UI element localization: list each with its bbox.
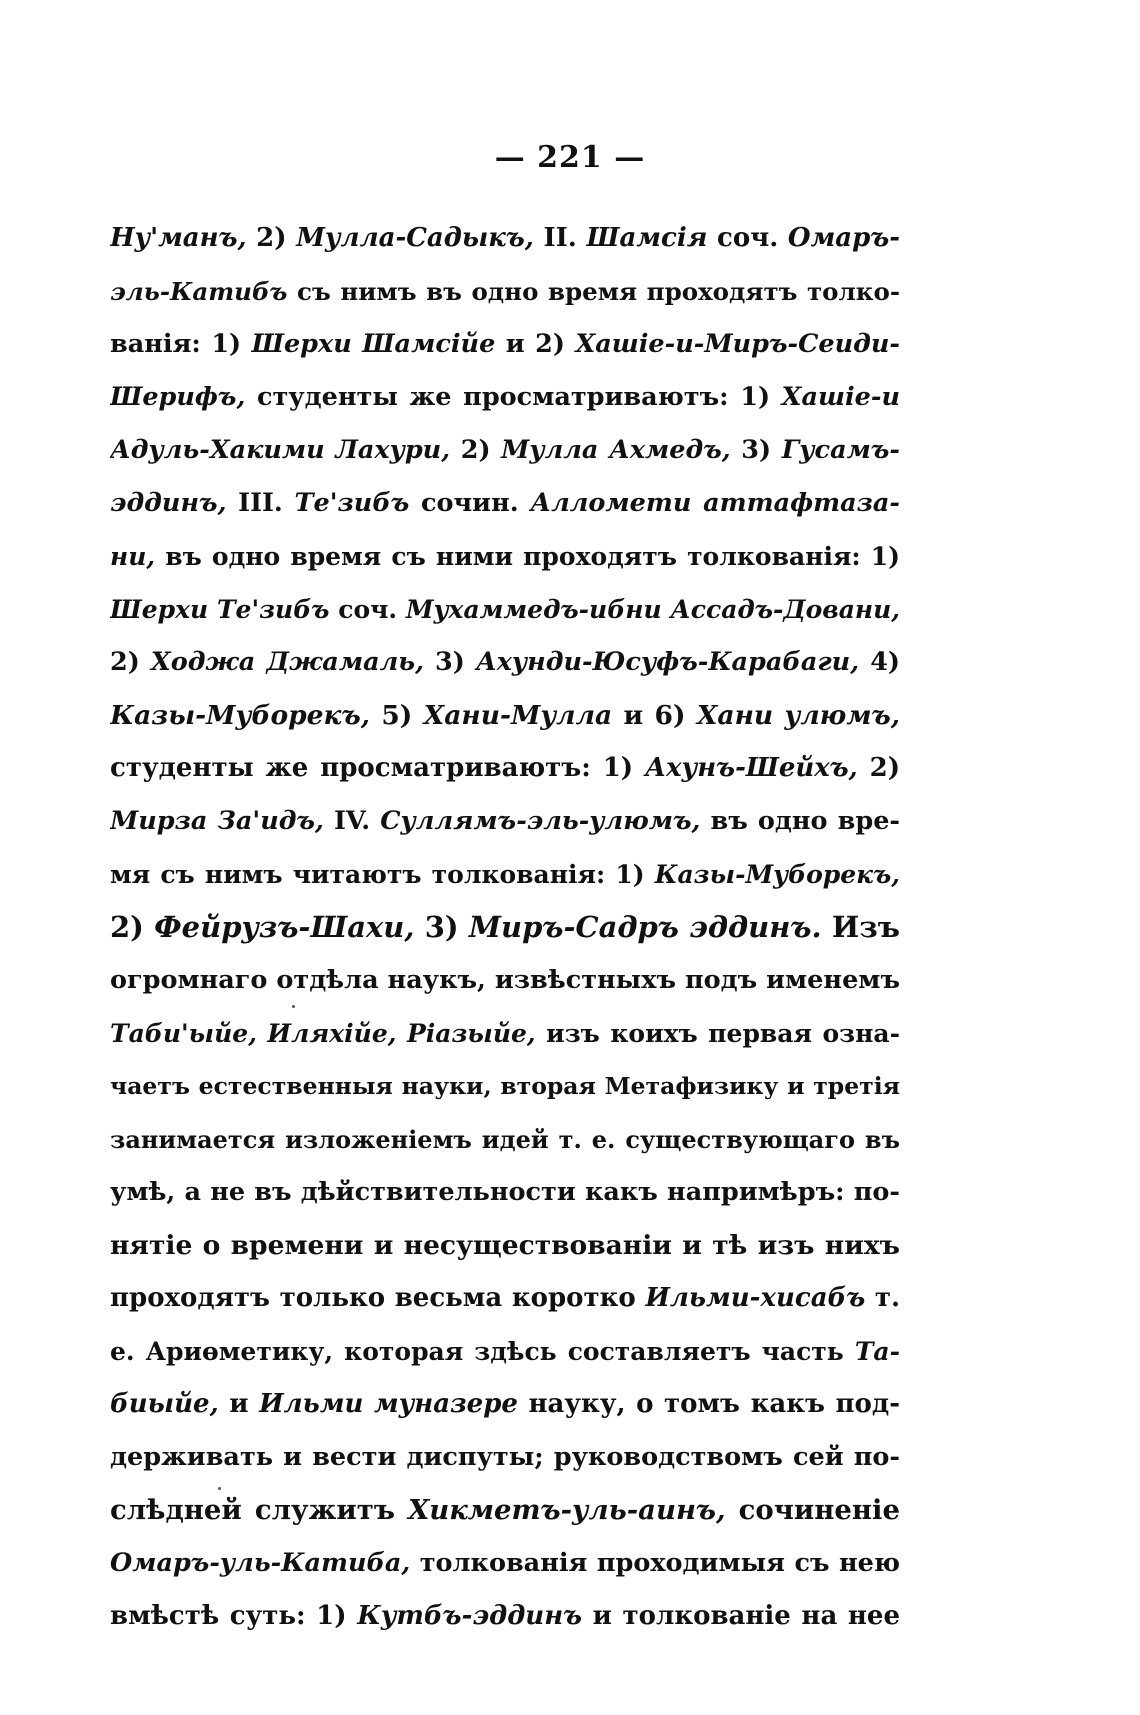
text-line: [110, 1113, 900, 1166]
text-run: е. Ариөметику, которая здѣсь составляетъ часть: [110, 1337, 855, 1366]
text-run: III.: [226, 488, 295, 518]
text-run: чаетъ естественныя науки, вторая Метафизику и третія: [110, 1072, 900, 1100]
italic-text-run: Мухаммедъ-ибни Ассадъ-Довани,: [405, 595, 900, 624]
text-line: [110, 1378, 900, 1431]
italic-text-run: Ну'манъ,: [110, 223, 247, 253]
italic-text-run: Ильми-хисабъ: [645, 1283, 866, 1313]
text-line: [110, 689, 900, 742]
italic-text-run: Хашіе-и-Миръ-Сеиди-: [575, 329, 900, 359]
text-run: т.: [865, 1283, 900, 1313]
text-run: и толкованіе на нее: [582, 1601, 900, 1631]
italic-text-run: Таби'ыйе, Иляхійе, Ріазыйе,: [110, 1019, 536, 1048]
text-run: ванія: 1): [110, 329, 252, 359]
page-number: — 221 —: [494, 140, 646, 175]
text-run: 2): [246, 223, 297, 253]
text-run: IV.: [323, 806, 381, 836]
text-run: Изъ: [821, 910, 900, 944]
text-run: соч.: [707, 223, 788, 253]
italic-text-run: Суллямъ-эль-улюмъ,: [380, 806, 701, 836]
print-speck: [292, 1005, 295, 1008]
italic-text-run: Шамсія: [586, 223, 708, 253]
text-line: [110, 424, 900, 477]
text-line: [110, 1431, 900, 1484]
italic-text-run: Мулла Ахмедъ,: [501, 435, 731, 465]
text-run: 2): [110, 910, 155, 944]
italic-text-run: Хашіе-и: [781, 382, 900, 412]
italic-text-run: Хикметъ-уль-аинъ,: [407, 1494, 726, 1526]
italic-text-run: Хани улюмъ,: [696, 700, 900, 731]
text-run: изъ коихъ первая озна-: [535, 1019, 900, 1048]
italic-text-run: ни,: [110, 542, 156, 571]
text-line: [110, 848, 900, 901]
italic-text-run: Омаръ-: [787, 223, 900, 253]
body-text: [110, 212, 900, 1643]
text-run: 2): [857, 753, 900, 783]
text-run: 3): [730, 435, 782, 465]
text-run: студенты же просматриваютъ: 1): [245, 382, 782, 412]
text-line: [110, 318, 900, 371]
italic-text-run: Те'зибъ: [294, 488, 410, 518]
italic-text-run: Гусамъ-: [781, 435, 900, 465]
italic-text-run: Ильми муназере: [259, 1389, 518, 1419]
text-run: сочин.: [409, 488, 531, 518]
text-line: [110, 530, 900, 583]
text-run: нятіе о времени и несуществованіи и тѣ изъ нихъ: [110, 1230, 900, 1261]
text-run: толкованія проходимыя съ нею: [410, 1548, 900, 1578]
text-run: студенты же просматриваютъ: 1): [110, 753, 645, 783]
text-run: слѣдней служитъ: [110, 1494, 408, 1526]
text-line: [110, 371, 900, 424]
text-run: сочиненіе: [725, 1494, 900, 1526]
text-line: [110, 954, 900, 1007]
text-line: [110, 477, 900, 530]
text-run: науку, о томъ какъ под-: [517, 1389, 900, 1419]
text-line: [110, 583, 900, 636]
text-line: [110, 901, 900, 954]
text-run: умѣ, а не въ дѣйствительности какъ напримѣръ: по-: [110, 1177, 900, 1207]
text-run: въ одно вре-: [700, 806, 900, 836]
italic-text-run: Казы-Муборекъ,: [654, 860, 900, 889]
text-line: [110, 1272, 900, 1325]
italic-text-run: Кутбъ-эддинъ: [357, 1601, 583, 1631]
italic-text-run: Шерхи Шамсійе: [251, 329, 496, 359]
italic-text-run: Шерифъ,: [110, 382, 246, 412]
text-line: [110, 1484, 900, 1537]
text-run: 2): [110, 647, 151, 677]
italic-text-run: Ахунди-Юсуфъ-Карабаги,: [475, 647, 860, 677]
print-speck: [218, 1487, 221, 1490]
italic-text-run: эль-Катибъ: [110, 277, 288, 306]
italic-text-run: Ахунъ-Шейхъ,: [644, 753, 858, 783]
text-run: 3): [423, 647, 476, 677]
text-run: и 2): [495, 329, 576, 359]
text-run: вмѣстѣ суть: 1): [110, 1601, 358, 1631]
text-run: мя съ нимъ читаютъ толкованія: 1): [110, 860, 655, 889]
text-run: держивать и вести диспуты; руководствомъ сей по-: [110, 1442, 900, 1472]
italic-text-run: биыйе,: [110, 1389, 219, 1419]
text-line: [110, 1590, 900, 1643]
text-run: и: [218, 1389, 260, 1419]
text-line: [110, 1537, 900, 1590]
text-line: [110, 1219, 900, 1272]
text-run: 5): [369, 700, 424, 731]
italic-text-run: эддинъ,: [110, 488, 227, 518]
text-run: съ нимъ въ одно время проходятъ толко-: [287, 277, 900, 306]
text-line: [110, 212, 900, 265]
text-run: проходятъ только весьма коротко: [110, 1283, 646, 1313]
italic-text-run: Фейрузъ-Шахи,: [154, 910, 415, 944]
text-line: [110, 1007, 900, 1060]
italic-text-run: Мирза За'идъ,: [110, 806, 324, 836]
text-run: огромнаго отдѣла наукъ, извѣстныхъ подъ именемъ: [110, 965, 900, 995]
italic-text-run: Шерхи Те'зибъ: [110, 595, 330, 624]
text-run: 2): [450, 435, 502, 465]
italic-text-run: Мулла-Садыкъ,: [296, 223, 534, 253]
text-line: [110, 742, 900, 795]
italic-text-run: Миръ-Садръ эддинъ.: [468, 910, 822, 944]
text-line: [110, 1325, 900, 1378]
text-run: въ одно время съ ними проходятъ толкованія: 1): [155, 542, 900, 571]
italic-text-run: Алломети аттафтаза-: [530, 488, 900, 518]
text-run: соч.: [329, 595, 406, 624]
text-run: II.: [533, 223, 587, 253]
italic-text-run: Та-: [854, 1337, 900, 1366]
text-line: [110, 1060, 900, 1113]
italic-text-run: Хани-Мулла: [423, 700, 613, 731]
text-run: занимается изложеніемъ идей т. е. существующаго въ: [110, 1125, 900, 1154]
italic-text-run: Омаръ-уль-Катиба,: [110, 1548, 411, 1578]
text-line: [110, 636, 900, 689]
text-line: [110, 1166, 900, 1219]
italic-text-run: Казы-Муборекъ,: [110, 700, 370, 731]
text-line: [110, 795, 900, 848]
text-run: и 6): [612, 700, 697, 731]
text-run: 4): [859, 647, 900, 677]
italic-text-run: Ходжа Джамаль,: [150, 647, 424, 677]
text-line: [110, 265, 900, 318]
italic-text-run: Адуль-Хакими Лахури,: [110, 435, 451, 465]
text-run: 3): [414, 910, 469, 944]
